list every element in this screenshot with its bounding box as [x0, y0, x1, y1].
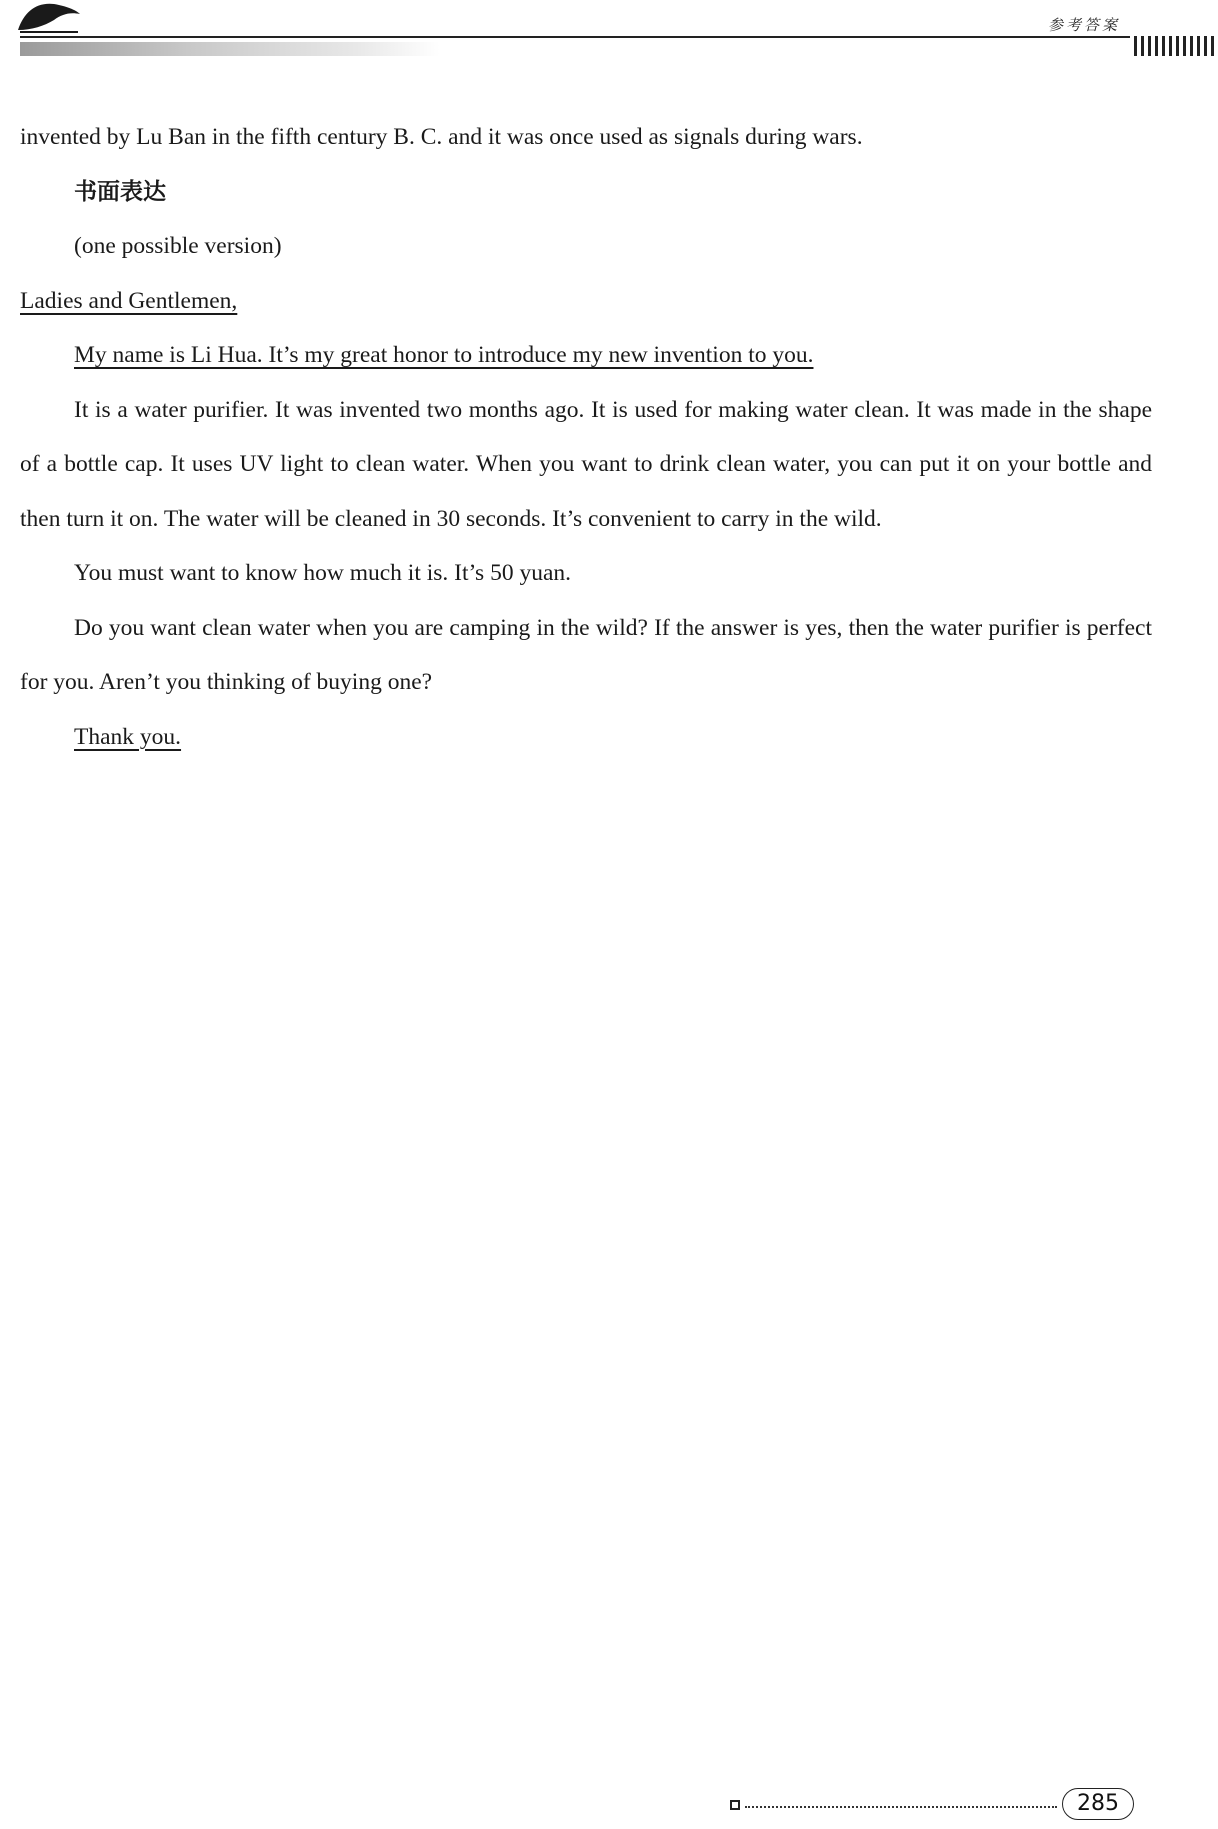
- greeting-text: Ladies and Gentlemen,: [20, 287, 238, 314]
- version-note: (one possible version): [74, 233, 282, 259]
- footer-dotted-leader: [745, 1806, 1057, 1808]
- greeting-line: [20, 274, 1152, 329]
- header-band: [20, 42, 440, 56]
- intro-line: [20, 328, 1152, 383]
- header-title: 参考答案: [1048, 16, 1121, 34]
- closing-line: [20, 710, 1152, 765]
- page-number: 285: [1062, 1788, 1134, 1820]
- answer-content: [20, 110, 1152, 764]
- text-line-continued: invented by Lu Ban in the fifth century B. C. and it was once used as signals during wars.: [20, 124, 863, 150]
- page-header: [0, 0, 1218, 60]
- page-footer: [0, 1780, 1218, 1829]
- closing-text: Thank you.: [74, 723, 182, 750]
- paragraph-price: You must want to know how much it is. It’s 50 yuan.: [74, 560, 571, 586]
- header-rule: [20, 36, 1130, 38]
- paragraph-question: Do you want clean water when you are camping in the wild? If the answer is yes, then the water purifier is perfect for you. Aren’t you thinking of buying one?: [20, 614, 1152, 695]
- logo-icon: [14, 0, 84, 34]
- header-bars-decoration: [1134, 36, 1218, 56]
- intro-text: My name is Li Hua. It’s my great honor to introduce my new invention to you.: [74, 342, 814, 368]
- footer-square-icon: [730, 1800, 740, 1810]
- paragraph-description: It is a water purifier. It was invented two months ago. It is used for making water clean. It was made in the shape of a bottle cap. It uses UV light to clean water. When you want to drink clean water, you can put it on your bottle and then turn it on. The water will be cleaned in 30 seconds. It’s convenient to carry in the wild.: [20, 396, 1152, 532]
- section-heading: 书面表达: [74, 178, 166, 205]
